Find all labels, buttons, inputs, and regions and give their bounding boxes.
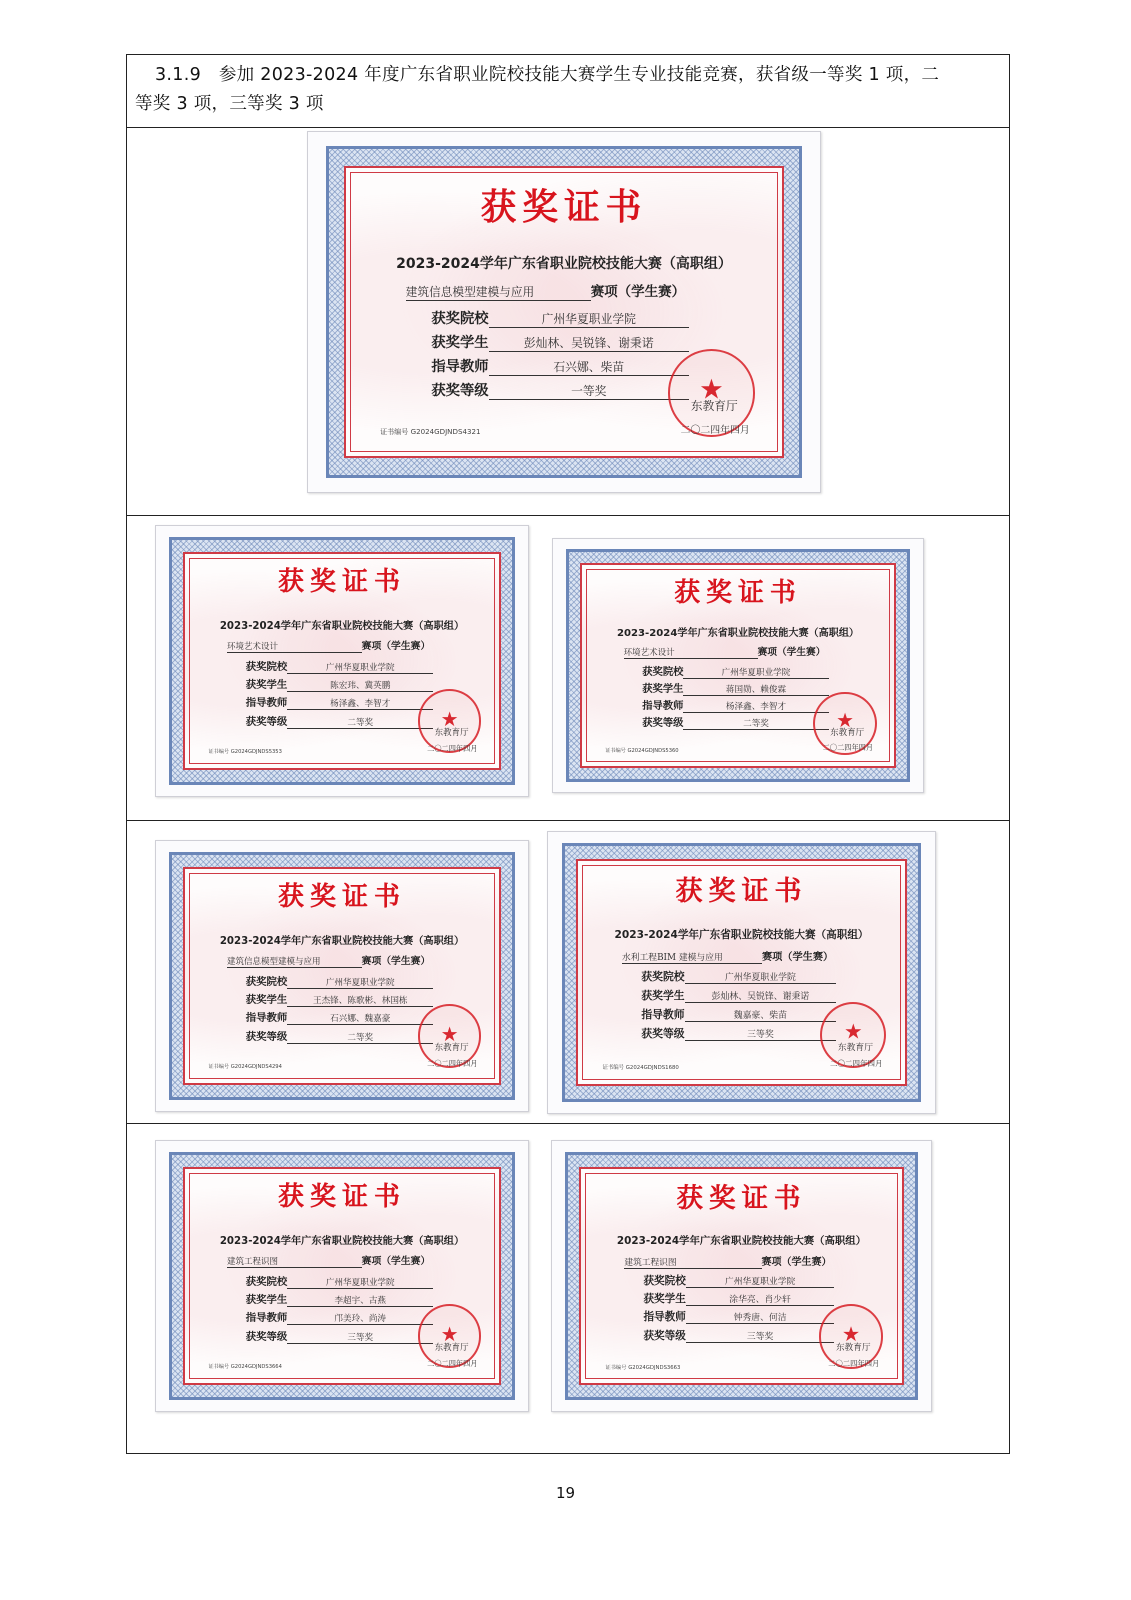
competition-name: 2023-2024学年广东省职业院校技能大赛（高职组） [219,936,465,948]
row-divider [127,1123,1009,1124]
level-label: 获奖等级 [245,715,288,728]
level-label: 获奖等级 [643,1329,686,1342]
issuer-name: 东教育厅 [434,1042,469,1053]
students-value: 彭灿林、吴锐锋、谢秉诺 [685,989,837,1003]
issuer-name: 东教育厅 [434,1342,469,1353]
certificate-number: 证书编号 G2024GDJNDS4321 [379,427,481,437]
event-name: 建筑工程识图 [227,1255,362,1268]
event-name: 环境艺术设计 [624,646,758,659]
certificate-number: 证书编号 G2024GDJNDS1680 [602,1064,679,1071]
event-line [227,638,430,653]
competition-name: 2023-2024学年广东省职业院校技能大赛（高职组） [614,928,869,941]
issue-date: 二〇二四年四月 [427,1358,478,1368]
level-value: 三等奖 [685,1027,837,1041]
level-row [246,713,433,729]
teachers-value: 杨泽鑫、李智才 [287,697,433,710]
students-row [643,1291,834,1306]
issue-date: 二〇二四年四月 [427,1058,478,1068]
school-label: 获奖院校 [643,1274,686,1287]
issuer-name: 东教育厅 [690,399,738,414]
students-label: 获奖学生 [643,1293,686,1306]
level-row [642,714,828,730]
school-label: 获奖院校 [245,660,288,673]
students-value: 彭灿林、吴锐锋、谢秉诺 [489,334,689,352]
students-value: 王杰锋、陈歌彬、林国栋 [287,994,433,1007]
students-label: 获奖学生 [641,989,685,1003]
event-name: 建筑信息模型建模与应用 [406,284,591,301]
students-label: 获奖学生 [245,994,288,1007]
school-row [246,973,433,989]
competition-name: 2023-2024学年广东省职业院校技能大赛（高职组） [219,621,465,633]
award-certificate-4 [155,840,529,1112]
issuer-name: 东教育厅 [835,1342,871,1353]
issue-date: 二〇二四年四月 [828,1358,880,1368]
level-row [643,1328,834,1343]
event-line [227,953,430,968]
school-value: 广州华夏职业学院 [685,970,837,984]
issuer-name: 东教育厅 [830,728,865,739]
level-value: 一等奖 [489,382,689,400]
certificate-number: 证书编号 G2024GDJNDS3663 [605,1364,681,1371]
level-value: 三等奖 [287,1331,433,1344]
students-row [246,1291,433,1307]
students-value: 陈宏玮、冀英鹏 [287,679,433,692]
issue-date: 二〇二四年四月 [830,1059,883,1069]
event-line [624,644,826,659]
competition-name: 2023-2024学年广东省职业院校技能大赛（高职组） [616,628,860,640]
certificate-title: 获奖证书 [277,882,406,913]
certificate-title: 获奖证书 [480,186,648,229]
award-certificate-7 [551,1140,932,1412]
event-line [406,280,686,301]
teachers-row [643,1309,834,1324]
teachers-label: 指导教师 [641,1008,685,1022]
seal-star-icon: ★ [841,1321,861,1346]
heading-line-2: 等奖 3 项，三等奖 3 项 [135,94,324,114]
teachers-row [246,1009,433,1025]
competition-name: 2023-2024学年广东省职业院校技能大赛（高职组） [616,1235,867,1248]
school-row [641,969,836,984]
row-divider [127,515,1009,516]
event-suffix: 赛项（学生赛） [757,646,826,658]
students-value: 李超宇、古燕 [287,1294,433,1307]
students-label: 获奖学生 [245,679,288,692]
seal-star-icon: ★ [440,1321,459,1346]
event-name: 建筑信息模型建模与应用 [227,955,362,968]
students-value: 蒋国勋、赖俊霖 [683,683,828,696]
teachers-label: 指导教师 [245,697,288,710]
teachers-value: 杨泽鑫、李智才 [683,700,828,713]
teachers-row [246,1309,433,1325]
issue-date: 二〇二四年四月 [427,743,478,753]
teachers-value: 石兴娜、柴苗 [489,358,689,376]
award-certificate-3 [552,538,924,793]
level-row [641,1026,836,1041]
seal-star-icon: ★ [699,372,724,405]
students-label: 获奖学生 [245,1294,288,1307]
issue-date: 二〇二四年四月 [822,743,874,752]
teachers-label: 指导教师 [245,1012,288,1025]
seal-star-icon: ★ [440,706,459,731]
event-suffix: 赛项（学生赛） [761,952,834,964]
certificate-number: 证书编号 G2024GDJNDS4294 [208,1063,282,1070]
row-divider [127,820,1009,821]
level-row [246,1328,433,1344]
certificate-title: 获奖证书 [676,1183,807,1215]
students-row [641,988,836,1003]
students-row [431,332,689,352]
school-value: 广州华夏职业学院 [686,1274,835,1288]
event-name: 环境艺术设计 [227,640,362,653]
event-suffix: 赛项（学生赛） [361,1255,431,1267]
competition-name: 2023-2024学年广东省职业院校技能大赛（高职组） [396,256,732,273]
level-value: 二等奖 [287,1031,433,1044]
row-divider [127,127,1009,128]
school-row [246,658,433,674]
school-value: 广州华夏职业学院 [489,310,689,328]
teachers-row [641,1007,836,1022]
school-label: 获奖院校 [641,970,685,984]
school-value: 广州华夏职业学院 [683,666,828,679]
heading-line-1: 3.1.9 参加 2023-2024 年度广东省职业院校技能大赛学生专业技能竞赛，获省级一等奖 1 项，二 [155,65,940,85]
award-certificate-1 [307,131,821,493]
teachers-value: 邝美玲、尚涛 [287,1312,433,1325]
teachers-value: 魏嘉豪、柴苗 [685,1008,837,1022]
event-suffix: 赛项（学生赛） [590,284,686,301]
event-suffix: 赛项（学生赛） [361,640,431,652]
certificate-number: 证书编号 G2024GDJNDS5353 [208,748,282,755]
level-label: 获奖等级 [245,1030,288,1043]
students-label: 获奖学生 [642,682,684,695]
school-value: 广州华夏职业学院 [287,976,433,989]
students-row [246,676,433,692]
level-label: 获奖等级 [641,1027,685,1041]
certificate-title: 获奖证书 [277,567,406,598]
event-suffix: 赛项（学生赛） [361,955,431,967]
school-value: 广州华夏职业学院 [287,1276,433,1289]
teachers-label: 指导教师 [245,1312,288,1325]
level-label: 获奖等级 [431,383,489,400]
teachers-value: 石兴娜、魏嘉豪 [287,1012,433,1025]
level-label: 获奖等级 [642,716,684,729]
teachers-label: 指导教师 [431,359,489,376]
level-label: 获奖等级 [245,1330,288,1343]
certificate-number: 证书编号 G2024GDJNDS3664 [208,1363,282,1370]
event-name: 建筑工程识图 [624,1256,761,1269]
school-row [643,1273,834,1288]
school-row [642,663,828,679]
section-heading [127,55,1009,127]
level-value: 二等奖 [287,716,433,729]
seal-star-icon: ★ [844,1019,863,1044]
issuer-name: 东教育厅 [434,727,469,738]
award-certificate-5 [547,831,936,1114]
teachers-row [246,694,433,710]
school-label: 获奖院校 [431,310,489,327]
issue-date: 二〇二四年四月 [680,424,750,436]
event-line [227,1253,430,1268]
teachers-label: 指导教师 [643,1311,686,1324]
level-row [431,380,689,400]
teachers-row [642,697,828,713]
school-label: 获奖院校 [642,665,684,678]
certificate-title: 获奖证书 [675,875,808,907]
page-number: 19 [555,1484,576,1502]
event-name: 水利工程BIM 建模与应用 [622,950,762,964]
teachers-label: 指导教师 [642,699,684,712]
school-row [431,308,689,328]
level-value: 二等奖 [683,717,828,730]
seal-star-icon: ★ [836,709,854,733]
school-value: 广州华夏职业学院 [287,661,433,674]
event-suffix: 赛项（学生赛） [761,1256,832,1268]
school-row [246,1273,433,1289]
students-row [642,680,828,696]
certificate-number: 证书编号 G2024GDJNDS5360 [605,747,679,754]
students-row [246,991,433,1007]
certificate-title: 获奖证书 [277,1182,406,1213]
students-value: 涂华亮、肖少轩 [686,1292,835,1306]
teachers-row [431,356,689,376]
school-label: 获奖院校 [245,975,288,988]
competition-name: 2023-2024学年广东省职业院校技能大赛（高职组） [219,1236,465,1248]
level-row [246,1028,433,1044]
issuer-name: 东教育厅 [837,1043,873,1053]
teachers-value: 钟秀唐、何洁 [686,1310,835,1324]
school-label: 获奖院校 [245,1275,288,1288]
event-line [622,948,833,964]
award-certificate-6 [155,1140,529,1412]
event-line [624,1253,831,1269]
level-value: 三等奖 [686,1329,835,1343]
award-certificate-2 [155,525,529,797]
seal-star-icon: ★ [440,1021,459,1046]
students-label: 获奖学生 [431,334,489,351]
certificate-title: 获奖证书 [674,578,802,609]
